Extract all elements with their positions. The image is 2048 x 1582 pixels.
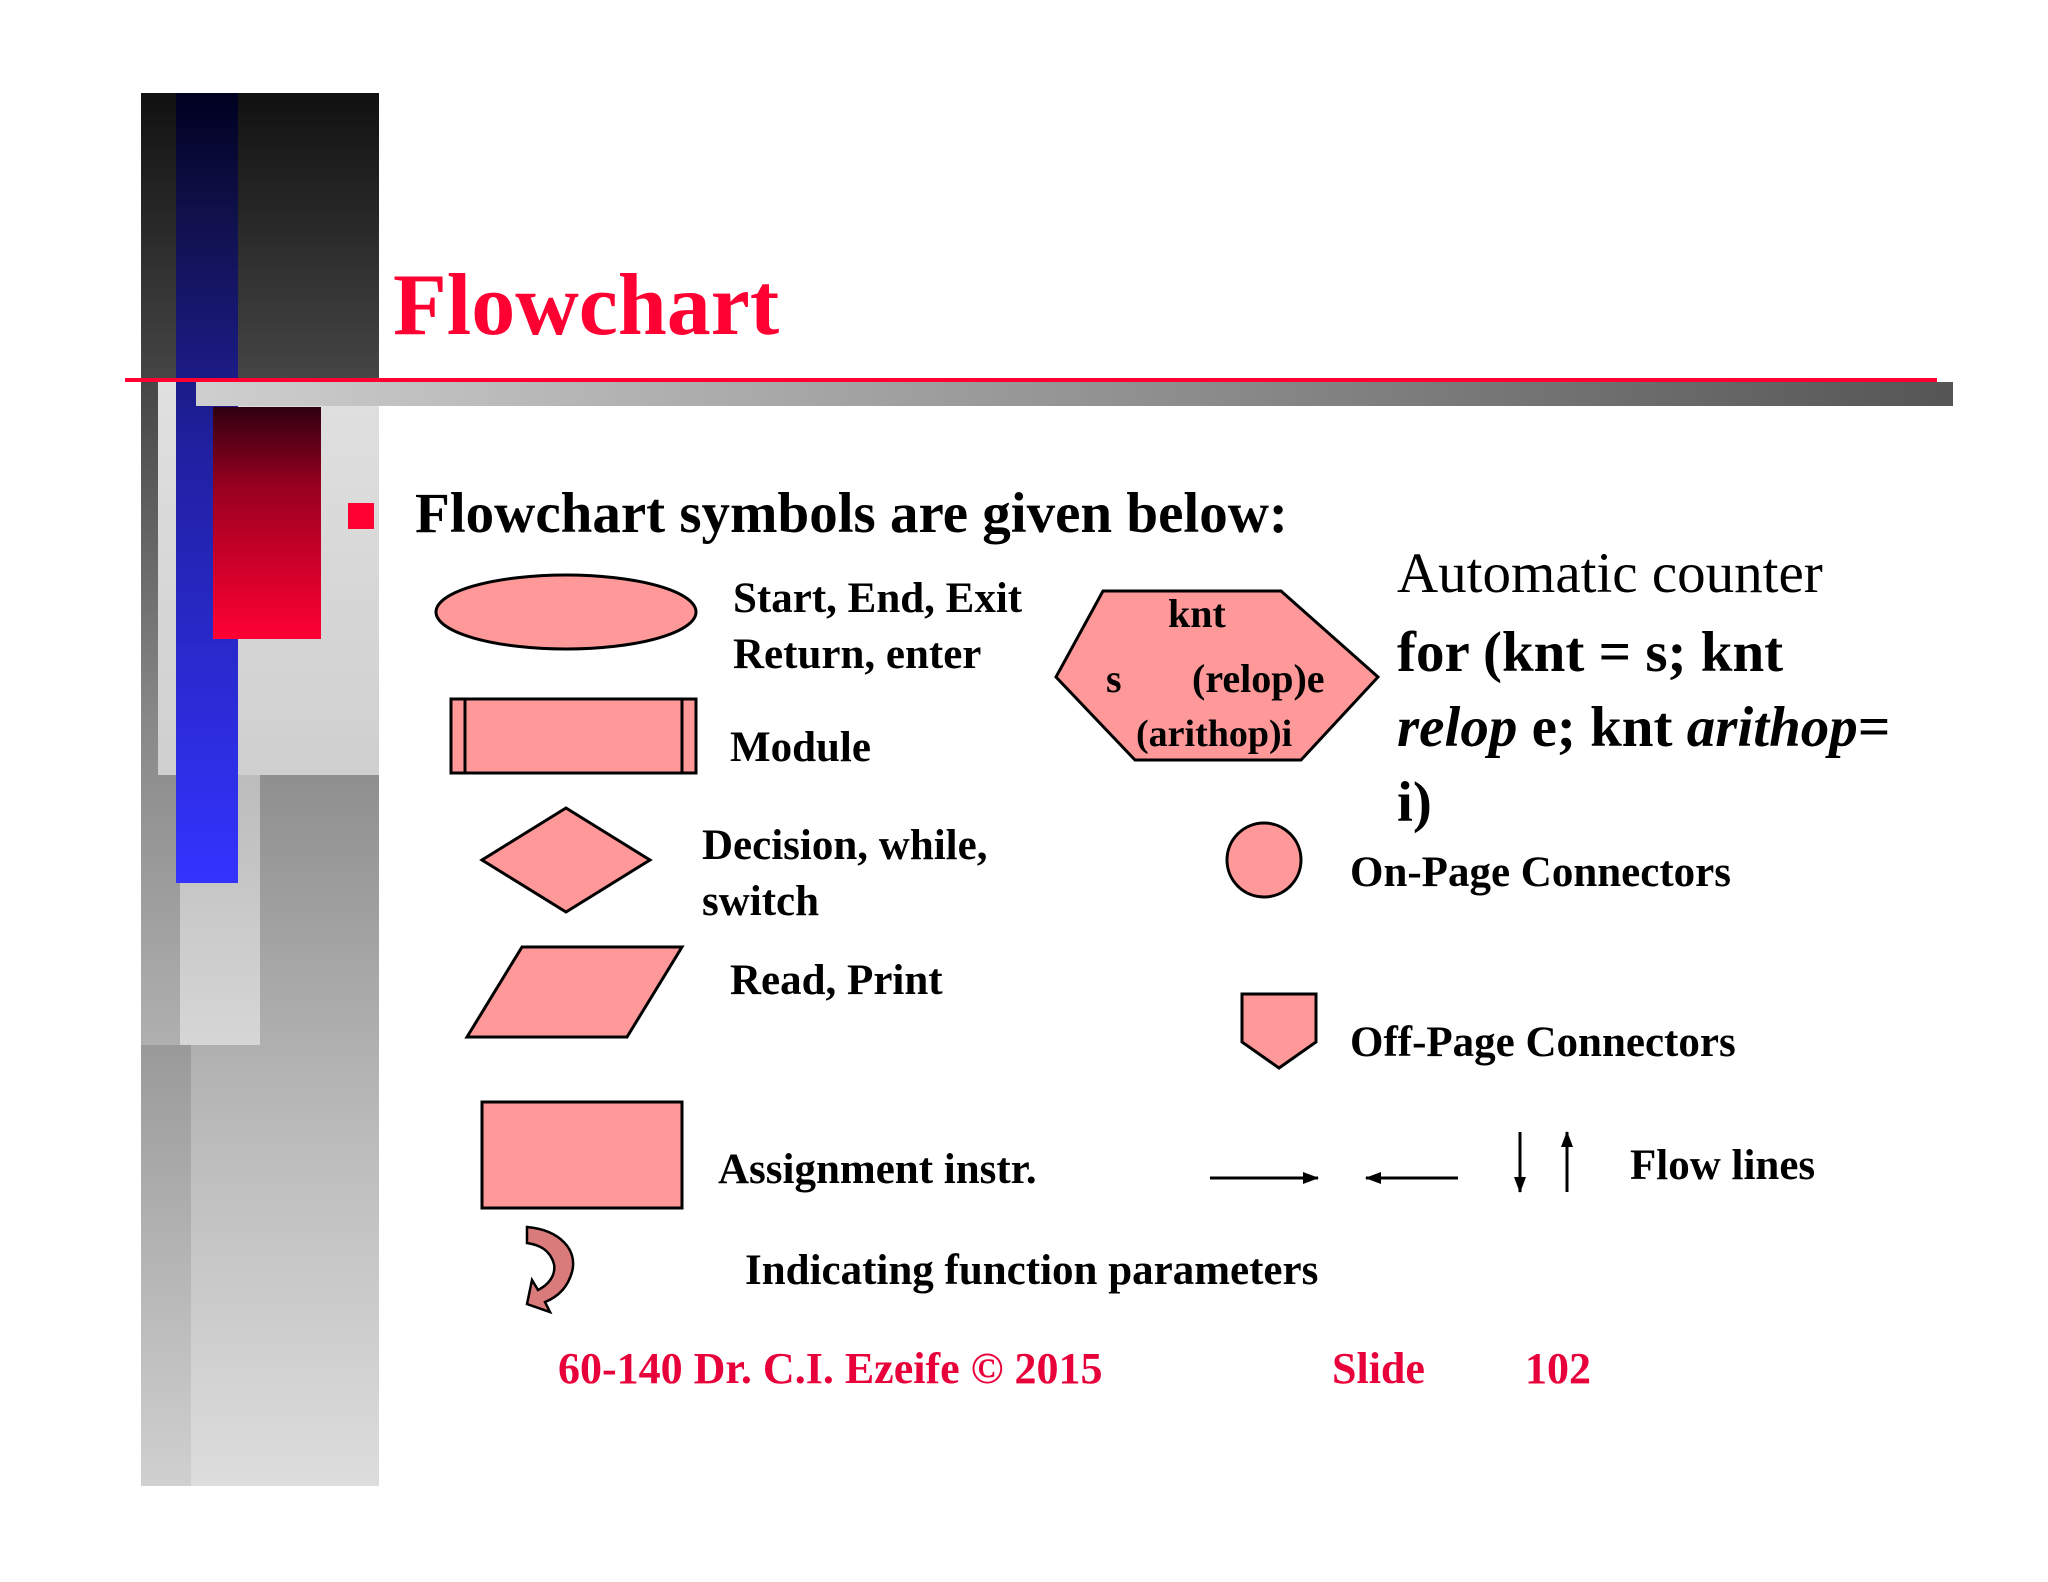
- io-label: Read, Print: [730, 957, 943, 1004]
- decision-label-line1: Decision, while,: [702, 822, 988, 869]
- terminal-label-line1: Start, End, Exit: [733, 575, 1023, 622]
- module-label: Module: [730, 724, 871, 771]
- terminal-ellipse-symbol: [436, 575, 696, 649]
- function-params-label: Indicating function parameters: [745, 1247, 1319, 1294]
- counter-line3: i): [1397, 771, 1432, 834]
- counter-syntax: [1397, 615, 1957, 840]
- on-page-connector-symbol: [1227, 823, 1301, 897]
- hex-s: s: [1106, 656, 1122, 701]
- bullet-text: Flowchart symbols are given below:: [415, 482, 1288, 545]
- counter-line1: for (knt = s; knt: [1397, 621, 1784, 684]
- assignment-rect-symbol: [482, 1102, 682, 1208]
- decision-diamond-symbol: [482, 808, 650, 912]
- footer-slide-label: Slide: [1332, 1344, 1425, 1393]
- decision-label-line2: switch: [702, 877, 820, 925]
- counter-arithop: arithop: [1686, 696, 1858, 759]
- counter-eq: =: [1857, 696, 1891, 759]
- terminal-label-line2: Return, enter: [733, 630, 982, 678]
- curved-arrow-icon: [527, 1227, 573, 1312]
- hex-relop: (relop)e: [1192, 656, 1325, 701]
- flow-lines-label: Flow lines: [1630, 1142, 1816, 1189]
- terminal-label: [733, 571, 1022, 683]
- footer-course: 60-140 Dr. C.I. Ezeife © 2015: [558, 1344, 1103, 1393]
- counter-heading: Automatic counter: [1397, 542, 1823, 605]
- hex-arithop: (arithop)i: [1136, 713, 1293, 755]
- assignment-label: Assignment instr.: [718, 1146, 1037, 1193]
- decision-label: [702, 818, 987, 930]
- io-parallelogram-symbol: [467, 947, 682, 1037]
- module-symbol: [451, 699, 696, 773]
- off-page-label: Off-Page Connectors: [1350, 1019, 1736, 1066]
- footer-slide-number: 102: [1525, 1344, 1591, 1393]
- off-page-connector-symbol: [1242, 994, 1316, 1068]
- on-page-label: On-Page Connectors: [1350, 849, 1731, 896]
- slide-title: Flowchart: [393, 257, 780, 354]
- hex-knt: knt: [1168, 591, 1226, 636]
- counter-relop: relop: [1397, 696, 1518, 759]
- counter-mid: e; knt: [1517, 696, 1687, 759]
- counter-line2: [1397, 690, 1957, 765]
